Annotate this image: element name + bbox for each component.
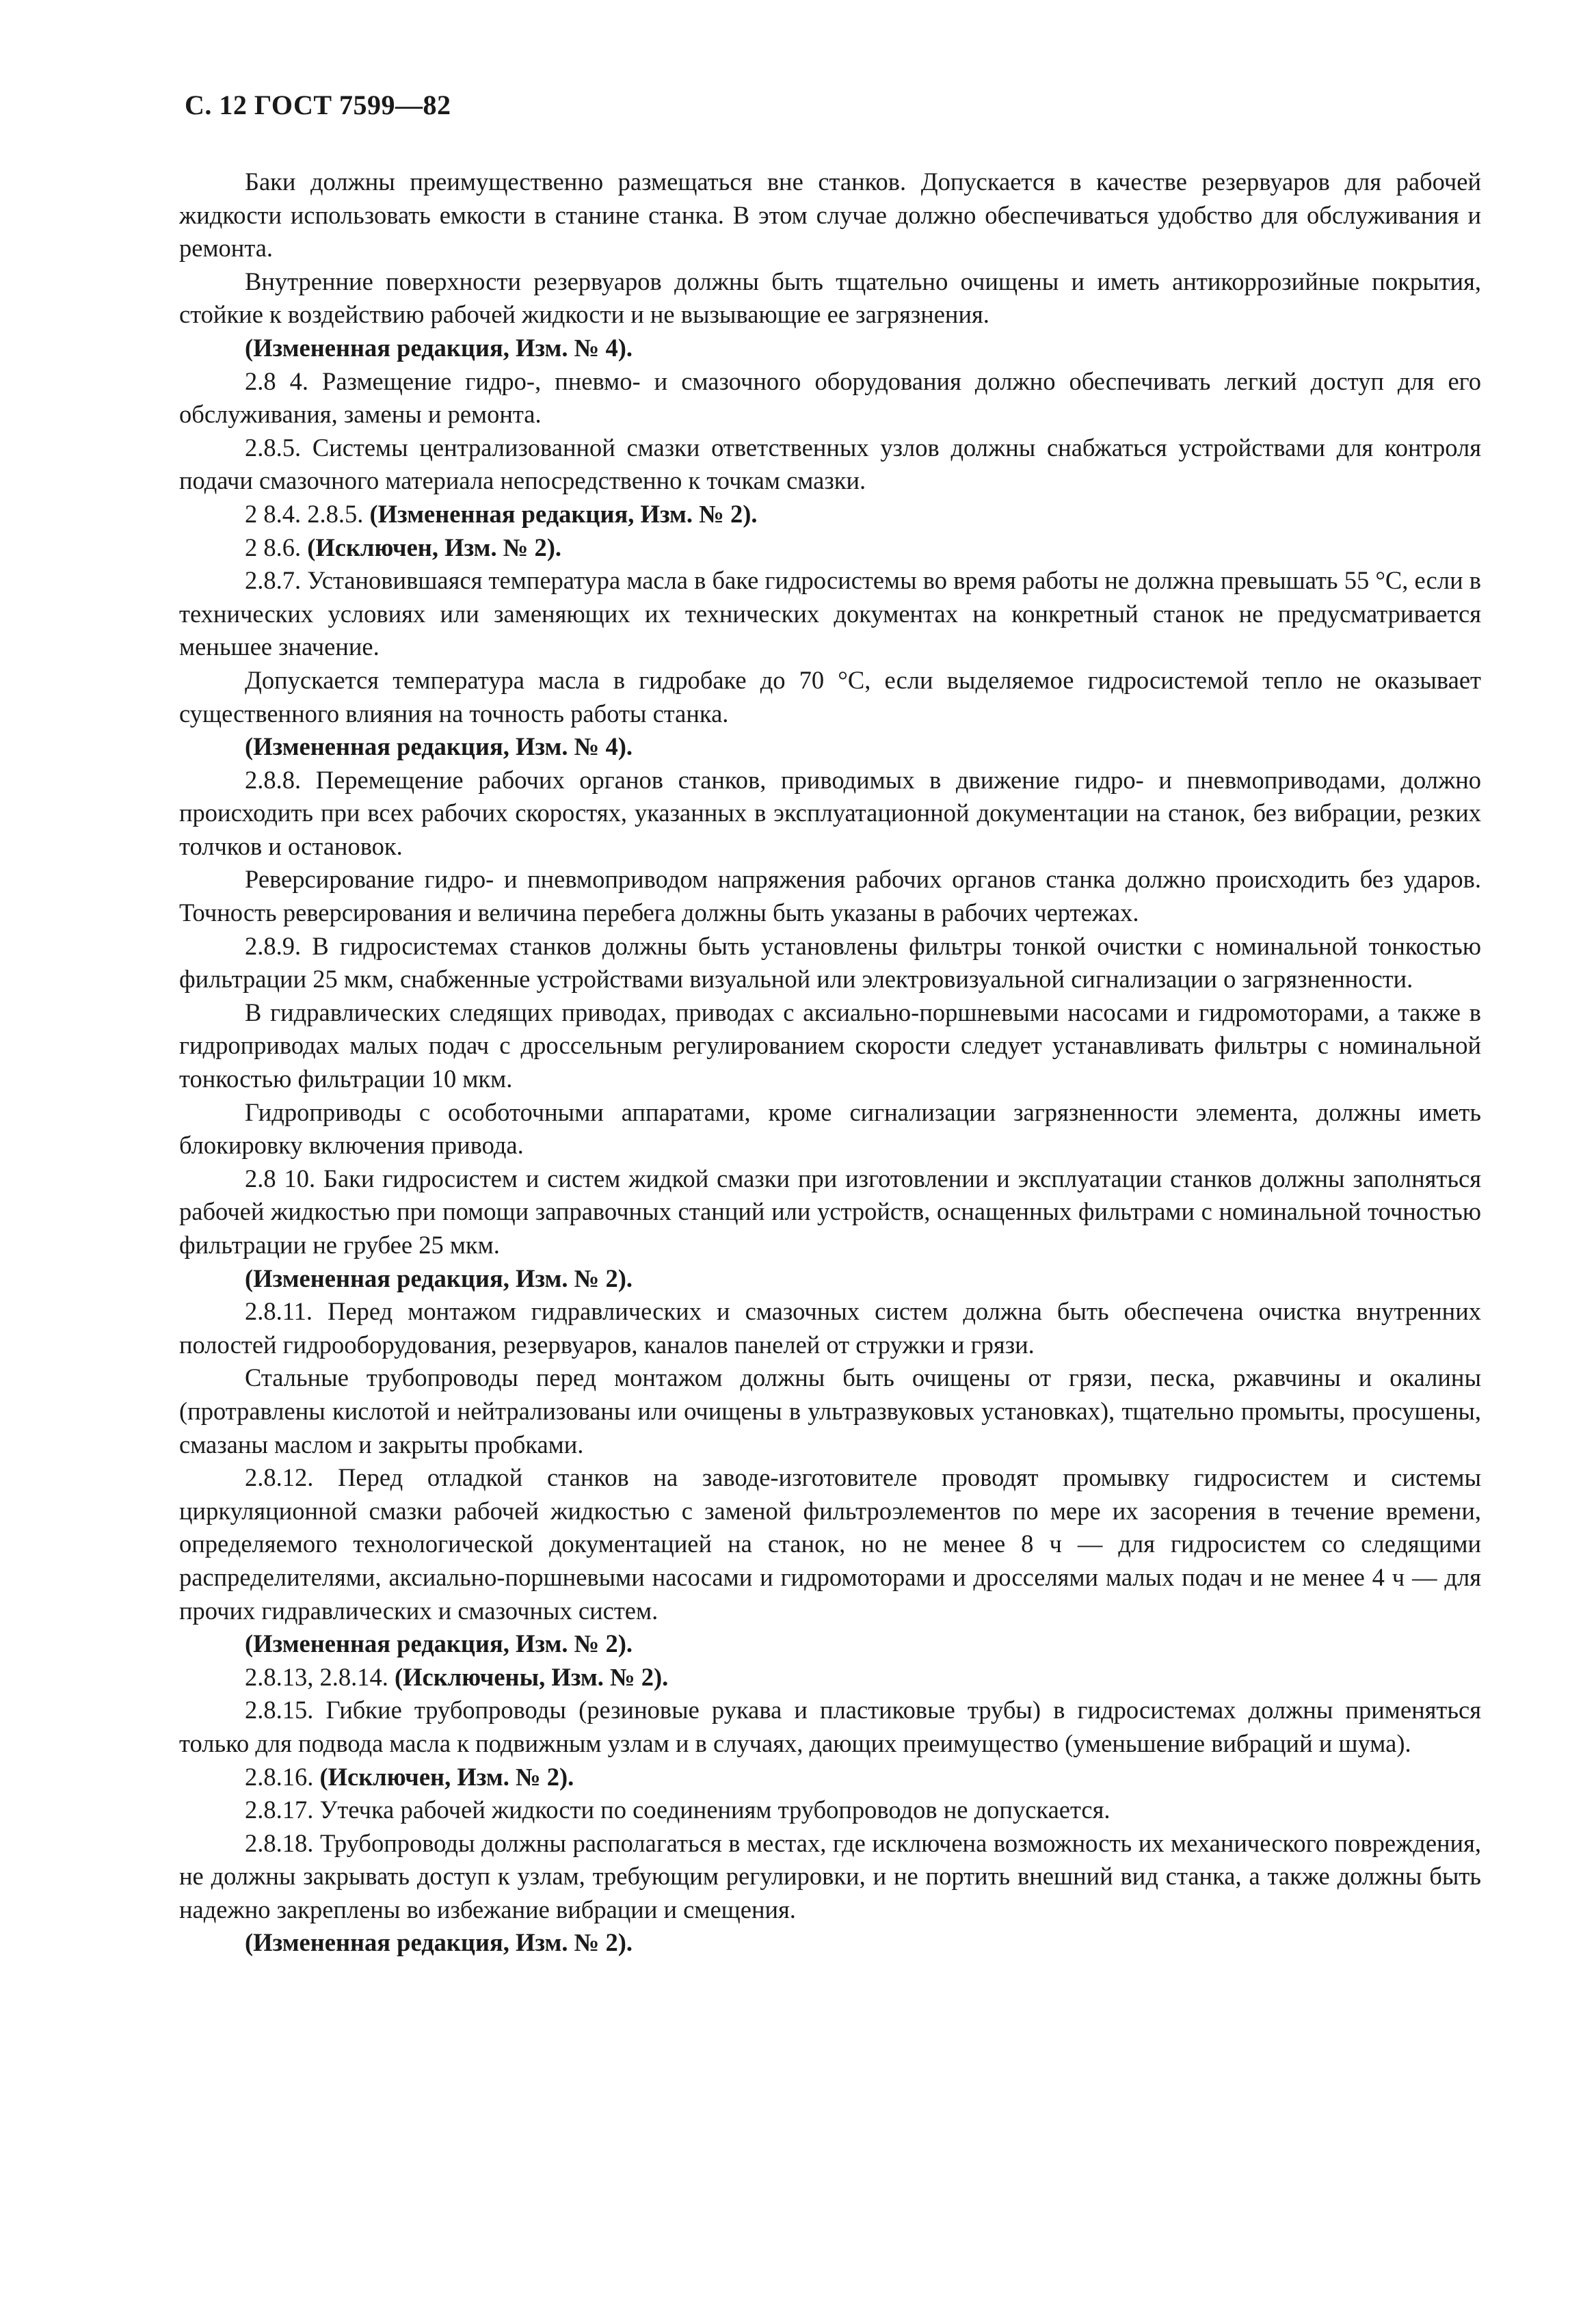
amendment-reference: (Исключен, Изм. № 2). [319, 1762, 574, 1791]
paragraph-text: Установившаяся температура масла в баке гидросистемы во время работы не должна превышать 55 °С, если в технических условиях или заменяющих их технических документах на конкретный станок не предусматривается меньшее значение. [179, 566, 1481, 661]
clause-number: 2 8.6. [245, 533, 302, 561]
paragraph-text [301, 533, 307, 561]
paragraph-text [388, 1663, 395, 1691]
paragraph [179, 930, 1481, 996]
amendment-reference: (Измененная редакция, Изм. № 4). [245, 333, 633, 362]
paragraph [179, 365, 1481, 431]
paragraph-text: Внутренние поверхности резервуаров должны быть тщательно очищены и иметь антикоррозийные покрытия, стойкие к воздействию рабочей жидкости и не вызывающие ее загрязнения. [179, 267, 1481, 329]
amendment-note [179, 332, 1481, 365]
paragraph-text: Реверсирование гидро- и пневмоприводом напряжения рабочих органов станка должно происходить без ударов. Точность реверсирования и величина перебега должны быть указаны в рабочих чертежах. [179, 865, 1481, 927]
clause-number: 2.8.13, 2.8.14. [245, 1662, 388, 1691]
clause-number: 2.8.12. [245, 1463, 314, 1492]
paragraph-text: Перед монтажом гидравлических и смазочных систем должна быть обеспечена очистка внутренних полостей гидрооборудования, резервуаров, каналов панелей от стружки и грязи. [179, 1297, 1481, 1359]
paragraph-text: Размещение гидро-, пневмо- и смазочного оборудования должно обеспечивать легкий доступ для его обслуживания, замены и ремонта. [179, 367, 1481, 429]
paragraph [179, 564, 1481, 664]
clause-number: 2.8.8. [245, 765, 302, 794]
running-head: С. 12 ГОСТ 7599—82 [185, 90, 451, 120]
paragraph-text: Баки должны преимущественно размещаться вне станков. Допускается в качестве резервуаров для рабочей жидкости использовать емкости в станине станка. В этом случае должно обеспечиваться удобство для обслуживания и ремонта. [179, 168, 1481, 263]
paragraph [179, 431, 1481, 498]
amendment-note [179, 1926, 1481, 1960]
paragraph-text: Стальные трубопроводы перед монтажом должны быть очищены от грязи, песка, ржавчины и окалины (протравлены кислотой и нейтрализованы или очищены в ультразвуковых установках), тщательно промыты, просушены, смазаны маслом и закрыты пробками. [179, 1363, 1481, 1458]
paragraph [179, 863, 1481, 929]
amendment-reference: (Измененная редакция, Изм. № 2). [245, 1629, 633, 1658]
paragraph-text: Баки гидросистем и систем жидкой смазки при изготовлении и эксплуатации станков должны заполняться рабочей жидкостью при помощи заправочных станций или устройств, оснащенных фильтрами с номинальной точностью фильтрации не грубее 25 мкм. [179, 1164, 1482, 1259]
paragraph-text: В гидравлических следящих приводах, приводах с аксиально-поршневыми насосами и гидромоторами, а также в гидроприводах малых подач с дроссельным регулированием скорости следует устанавливать фильтры с номинальной тонкостью фильтрации 10 мкм. [179, 998, 1481, 1093]
clause-number: 2.8 10. [245, 1164, 316, 1193]
amendment-reference: (Исключен, Изм. № 2). [307, 533, 562, 561]
clause-number: 2.8.18. [245, 1828, 314, 1857]
paragraph-text: В гидросистемах станков должны быть установлены фильтры тонкой очистки с номинальной тонкостью фильтрации 25 мкм, снабженные устройствами визуальной или электровизуальной сигнализации о загрязненности. [179, 931, 1481, 994]
paragraph [179, 1794, 1481, 1827]
clause-number: 2.8.15. [245, 1696, 314, 1724]
paragraph-text: Перемещение рабочих органов станков, приводимых в движение гидро- и пневмоприводами, должно происходить при всех рабочих скоростях, указанных в эксплуатационной документации на станок, без вибрации, резких толчков и остановок. [179, 765, 1481, 860]
amendment-reference: (Исключены, Изм. № 2). [395, 1662, 669, 1691]
document-page [179, 88, 1481, 1960]
paragraph-text [363, 500, 369, 528]
amendment-note [179, 1761, 1481, 1794]
paragraph [179, 265, 1481, 332]
amendment-reference: (Измененная редакция, Изм. № 2). [369, 499, 758, 528]
paragraph-text: Допускается температура масла в гидробаке до 70 °С, если выделяемое гидросистемой тепло не оказывает существенного влияния на точность работы станка. [179, 665, 1481, 728]
paragraph [179, 1361, 1481, 1461]
paragraph [179, 1461, 1481, 1627]
clause-number: 2 8.4. 2.8.5. [245, 499, 364, 528]
paragraph [179, 764, 1481, 864]
paragraph [179, 1162, 1481, 1262]
paragraph [179, 1694, 1481, 1760]
paragraph [179, 996, 1481, 1096]
paragraph [179, 1827, 1481, 1927]
amendment-note [179, 498, 1481, 531]
clause-number: 2.8 4. [245, 367, 309, 395]
clause-number: 2.8.16. [245, 1762, 314, 1791]
amendment-note [179, 1661, 1481, 1694]
paragraph-text: Перед отладкой станков на заводе-изготовителе проводят промывку гидросистем и системы циркуляционной смазки рабочей жидкостью с заменой фильтроэлементов по мере их засорения в течение времени, определяемого технологической документацией на станок, но не менее 8 ч — для гидросистем со следящими распределителями, аксиально-поршневыми насосами и гидромоторами и дросселями малых подач и не менее 4 ч — для прочих гидравлических и смазочных систем. [179, 1463, 1481, 1625]
clause-number: 2.8.7. [245, 566, 302, 595]
amendment-reference: (Измененная редакция, Изм. № 2). [245, 1928, 633, 1957]
paragraph-text: Гибкие трубопроводы (резиновые рукава и пластиковые трубы) в гидросистемах должны применяться только для подвода масла к подвижным узлам и в случаях, дающих преимущество (уменьшение вибраций и шума). [179, 1696, 1481, 1757]
paragraph-text [313, 1763, 319, 1791]
clause-number: 2.8.9. [245, 931, 302, 960]
clause-number: 2.8.11. [245, 1297, 313, 1326]
amendment-note [179, 531, 1481, 565]
clause-number: 2.8.17. [245, 1796, 314, 1824]
paragraph-text: Утечка рабочей жидкости по соединениям трубопроводов не допускается. [313, 1796, 1110, 1824]
amendment-reference: (Измененная редакция, Изм. № 4). [245, 732, 633, 761]
document-body [179, 165, 1481, 1960]
paragraph-text: Гидроприводы с особоточными аппаратами, кроме сигнализации загрязненности элемента, должны иметь блокировку включения привода. [179, 1097, 1481, 1160]
paragraph [179, 165, 1481, 265]
amendment-reference: (Измененная редакция, Изм. № 2). [245, 1264, 633, 1292]
amendment-note [179, 1627, 1481, 1661]
paragraph [179, 1295, 1481, 1361]
paragraph-text: Системы централизованной смазки ответственных узлов должны снабжаться устройствами для контроля подачи смазочного материала непосредственно к точкам смазки. [179, 433, 1481, 495]
clause-number: 2.8.5. [245, 433, 302, 462]
amendment-note [179, 730, 1481, 764]
paragraph-text: Трубопроводы должны располагаться в местах, где исключена возможность их механического повреждения, не должны закрывать доступ к узлам, требующим регулировки, и не портить внешний вид станка, а также должны быть надежно закреплены во избежание вибрации и смещения. [179, 1828, 1481, 1923]
amendment-note [179, 1262, 1481, 1296]
paragraph [179, 1096, 1481, 1162]
paragraph [179, 664, 1481, 730]
